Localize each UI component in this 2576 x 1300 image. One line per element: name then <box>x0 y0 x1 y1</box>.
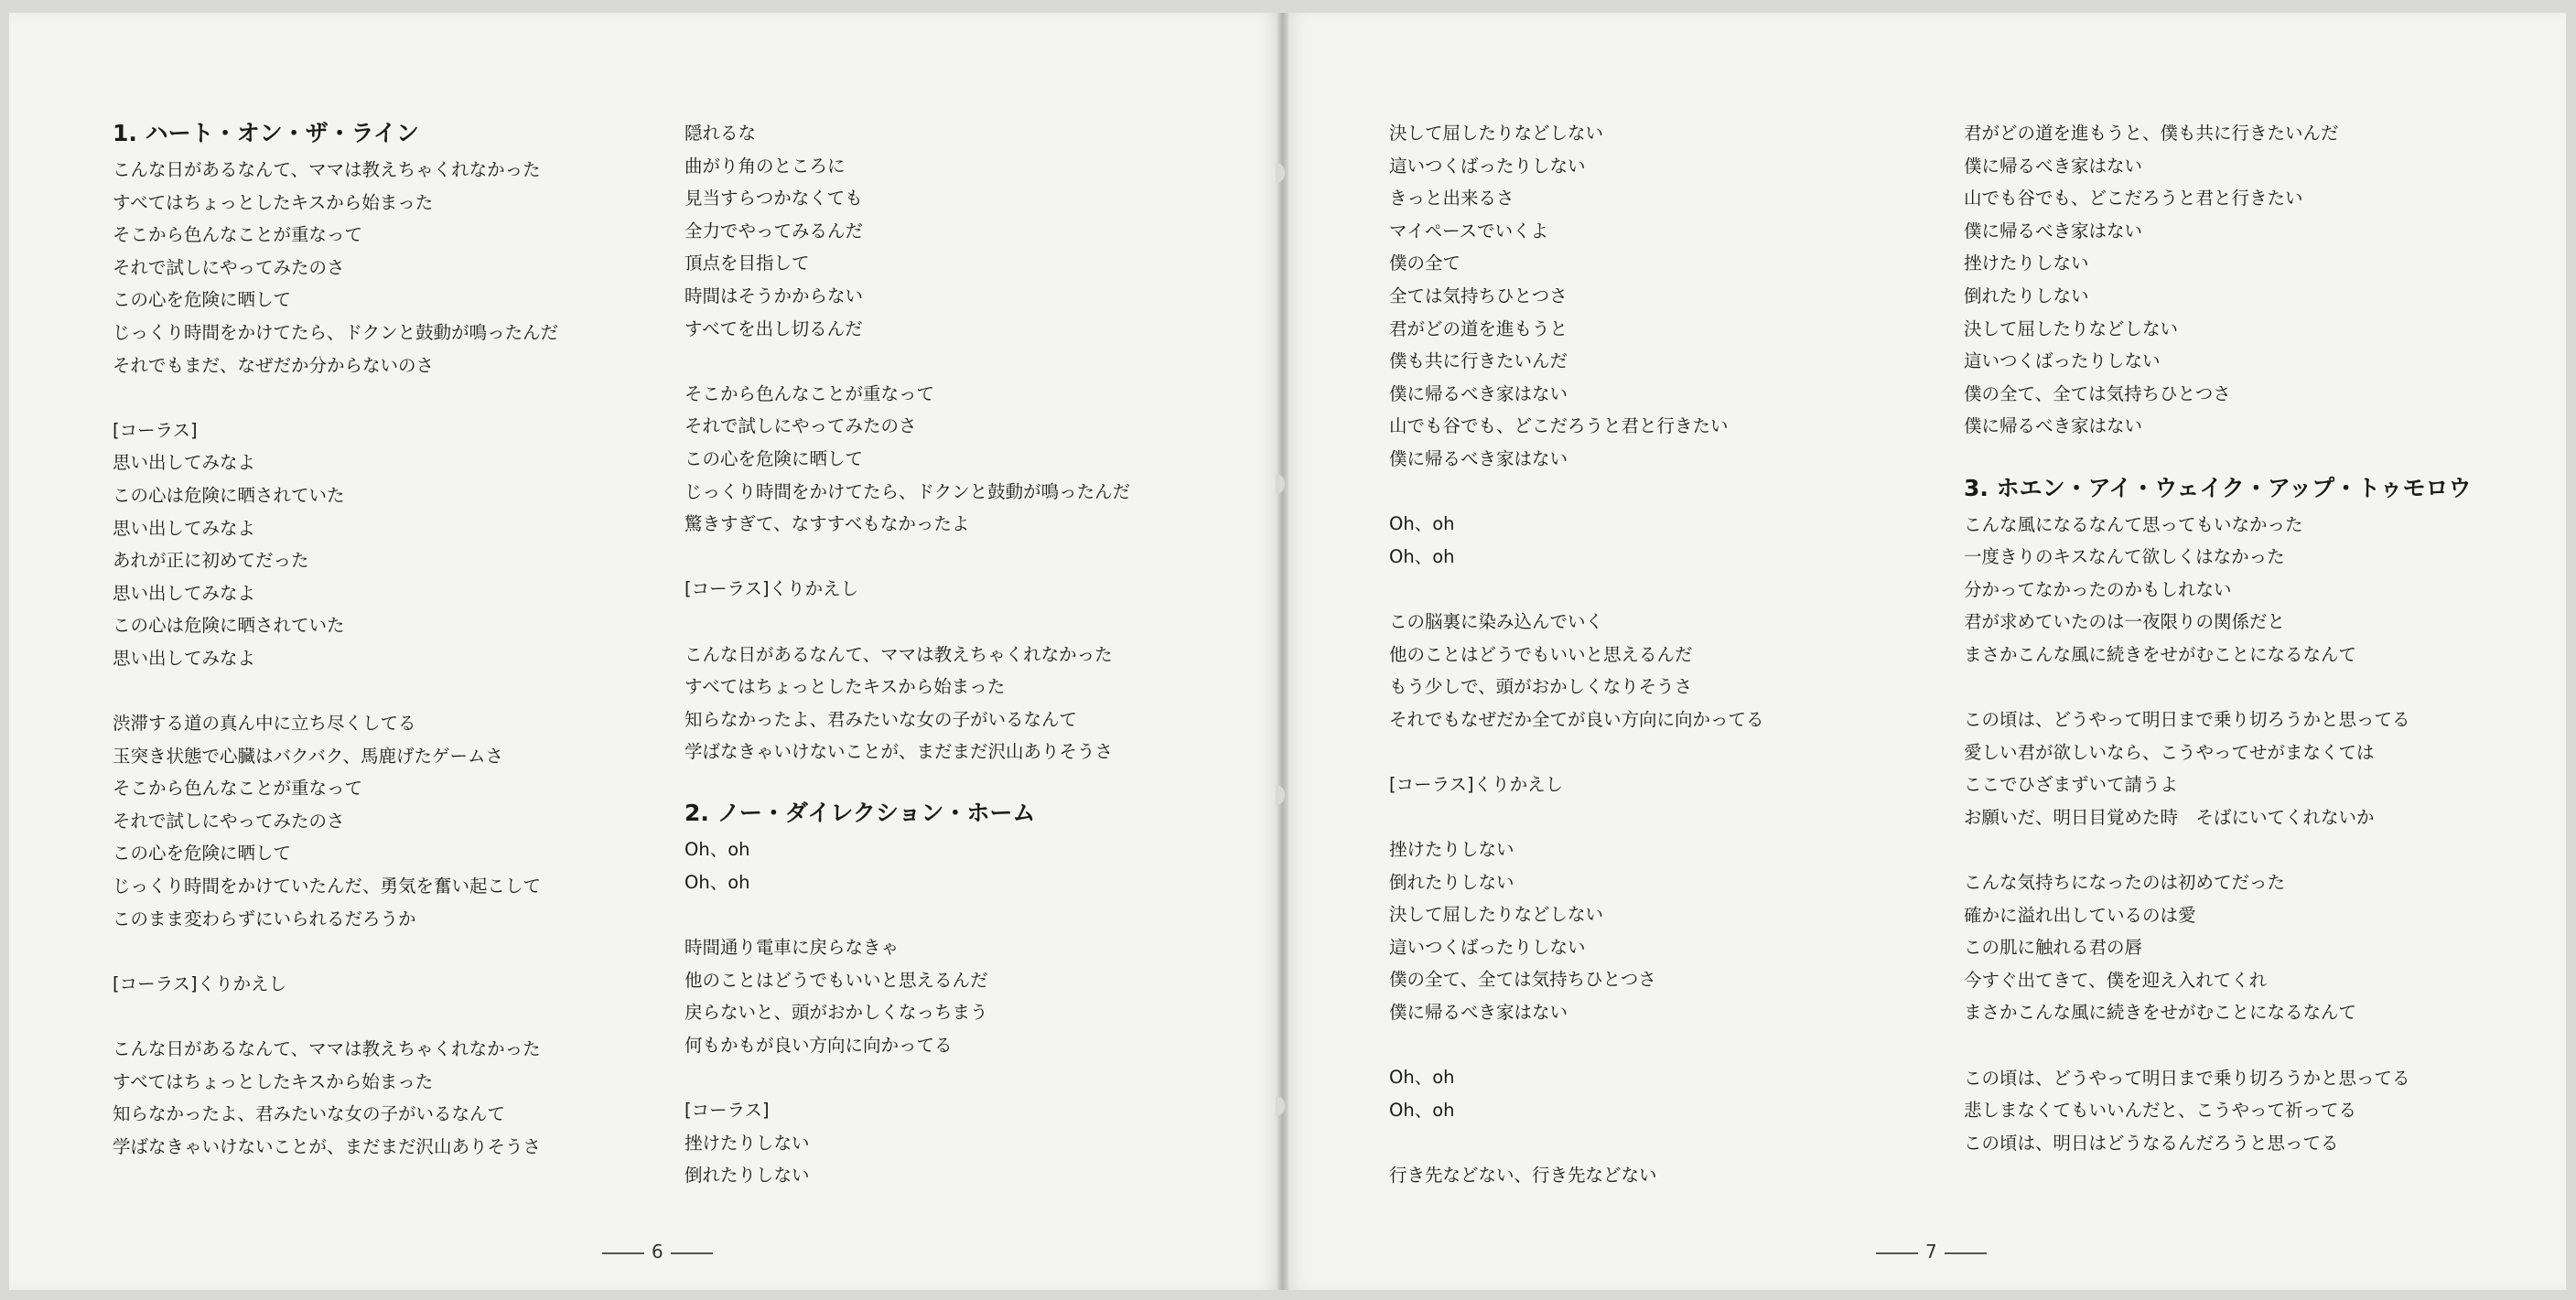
lyric-line: この肌に触れる君の唇 <box>1964 937 2143 959</box>
lyric-line: 君がどの道を進もうと、僕も共に行きたいんだ <box>1964 123 2339 144</box>
lyric-line: 知らなかったよ、君みたいな女の子がいるなんて <box>684 708 1078 730</box>
stanza-gap <box>1389 1126 1865 1159</box>
page-number-7: 7 <box>1869 1241 1994 1262</box>
lyric-line: 僕に帰るべき家はない <box>1389 382 1568 404</box>
lyric-line: 学ばなきゃいけないことが、まだまだ沢山ありそうさ <box>684 741 1114 763</box>
lyric-line: 挫けたりしない <box>684 1132 810 1154</box>
lyric-line: この心を危険に晒して <box>113 289 292 311</box>
lyric-line: 全力でやってみるんだ <box>684 220 864 242</box>
stanza-gap <box>1389 476 1865 509</box>
lyric-line: 隠れるな <box>684 123 757 144</box>
lyric-line: 悲しまなくてもいいんだと、こうやって祈ってる <box>1964 1100 2357 1122</box>
lyric-line: Oh、oh <box>1389 1099 1455 1121</box>
lyric-line: それで試しにやってみたのさ <box>113 256 345 278</box>
lyric-line: まさかこんな風に続きをせがむことになるなんて <box>1964 643 2357 665</box>
lyric-line: 僕の全て、全ては気持ちひとつさ <box>1389 969 1656 991</box>
lyric-line: この心を危険に晒して <box>684 447 864 469</box>
left-page <box>9 13 1283 1290</box>
stanza-gap <box>1964 833 2440 866</box>
lyric-line: [コーラス]くりかえし <box>1389 773 1564 795</box>
lyric-line: 君がどの道を進もうと <box>1389 317 1568 339</box>
lyric-line: こんな日があるなんて、ママは教えちゃくれなかった <box>113 159 541 180</box>
lyric-line: それでもまだ、なぜだか分からないのさ <box>113 354 435 376</box>
lyric-line: 時間はそうかからない <box>684 285 864 306</box>
lyric-line: そこから色んなことが重なって <box>684 382 935 404</box>
lyric-line: 僕の全て、全ては気持ちひとつさ <box>1964 382 2231 404</box>
lyric-line: 決して屈したりなどしない <box>1389 123 1604 144</box>
lyric-line: Oh、oh <box>684 839 750 861</box>
lyric-line: 決して屈したりなどしない <box>1964 317 2179 339</box>
stanza-gap <box>684 345 1160 378</box>
lyric-line: この頃は、明日はどうなるんだろうと思ってる <box>1964 1132 2339 1154</box>
lyric-line: すべてはちょっとしたキスから始まった <box>684 676 1006 698</box>
lyric-line: このまま変わらずにいられるだろうか <box>113 908 416 929</box>
lyric-line: じっくり時間をかけてたら、ドクンと鼓動が鳴ったんだ <box>113 321 559 343</box>
lyric-line: 知らなかったよ、君みたいな女の子がいるなんて <box>113 1103 506 1125</box>
stanza-gap <box>113 381 588 414</box>
lyric-line: すべてはちょっとしたキスから始まった <box>113 1070 434 1092</box>
lyric-line: 学ばなきゃいけないことが、まだまだ沢山ありそうさ <box>113 1135 542 1157</box>
lyric-line: 君が求めていたのは一夜限りの関係だと <box>1964 611 2286 633</box>
lyric-line: 驚きすぎて、なすすべもなかったよ <box>684 513 970 535</box>
lyric-line: 僕に帰るべき家はない <box>1964 155 2143 177</box>
lyric-line: 確かに溢れ出しているのは愛 <box>1964 904 2196 926</box>
lyric-line: 這いつくばったりしない <box>1389 936 1586 958</box>
lyric-line: 僕に帰るべき家はない <box>1389 1002 1568 1024</box>
song-title-2: 2. ノー・ダイレクション・ホーム <box>684 800 1036 827</box>
lyric-line: そこから色んなことが重なって <box>113 778 363 800</box>
lyric-line: 頂点を目指して <box>684 252 810 274</box>
lyric-line: すべてはちょっとしたキスから始まった <box>113 191 434 213</box>
lyric-line: 渋滞する道の真ん中に立ち尽くしてる <box>113 713 416 735</box>
page-number-6: 6 <box>595 1241 720 1262</box>
song-title-1: 1. ハート・オン・ザ・ライン <box>113 120 419 146</box>
lyric-line: 曲がり角のところに <box>684 155 846 177</box>
lyric-line: この心は危険に晒されていた <box>113 615 345 637</box>
lyric-line: 這いつくばったりしない <box>1964 350 2161 372</box>
stanza-gap <box>1964 671 2440 704</box>
lyric-line: Oh、oh <box>1389 1067 1455 1089</box>
lyric-line: 這いつくばったりしない <box>1389 155 1586 177</box>
lyric-line: [コーラス]くりかえし <box>113 972 287 994</box>
right-page <box>1283 13 2566 1290</box>
lyric-line: [コーラス]くりかえし <box>684 578 859 600</box>
lyric-line: すべてを出し切るんだ <box>684 317 863 339</box>
lyric-line: ここでひざまずいて請うよ <box>1964 774 2179 796</box>
right-page-column-2 <box>1964 117 2472 1159</box>
stanza-gap <box>684 1062 1160 1095</box>
lyric-line: それで試しにやってみたのさ <box>684 415 917 437</box>
lyric-line: それで試しにやってみたのさ <box>113 810 345 832</box>
lyric-line: 見当すらつかなくても <box>684 188 863 210</box>
stanza-gap <box>113 1000 588 1033</box>
lyric-line: この頃は、どうやって明日まで乗り切ろうかと思ってる <box>1964 709 2410 731</box>
stanza-gap <box>684 606 1160 639</box>
lyric-line: この頃は、どうやって明日まで乗り切ろうかと思ってる <box>1964 1067 2410 1089</box>
stanza-gap <box>1964 1029 2440 1062</box>
lyric-line: そこから色んなことが重なって <box>113 224 363 246</box>
stanza-gap <box>1389 1029 1865 1062</box>
lyric-line: 他のことはどうでもいいと思えるんだ <box>1389 643 1693 665</box>
lyric-line: この心を危険に晒して <box>113 843 292 865</box>
lyric-line: 一度きりのキスなんて欲しくはなかった <box>1964 546 2285 568</box>
lyric-line: こんな日があるなんて、ママは教えちゃくれなかった <box>113 1038 541 1060</box>
lyric-line: まさかこんな風に続きをせがむことになるなんて <box>1964 1002 2357 1024</box>
lyric-line: じっくり時間をかけてたら、ドクンと鼓動が鳴ったんだ <box>684 480 1131 502</box>
lyric-line: こんな日があるなんて、ママは教えちゃくれなかった <box>684 643 1113 665</box>
lyric-line: 行き先などない、行き先などない <box>1389 1165 1657 1186</box>
stanza-gap <box>684 899 1160 932</box>
lyric-line: 決して屈したりなどしない <box>1389 904 1604 926</box>
lyric-line: 挫けたりしない <box>1389 839 1514 861</box>
lyric-line: 思い出してみなよ <box>113 582 256 604</box>
lyric-line: 時間通り電車に戻らなきゃ <box>684 937 900 959</box>
lyric-line: 分かってなかったのかもしれない <box>1964 578 2232 600</box>
stanza-gap <box>1389 800 1865 833</box>
lyric-line: [コーラス] <box>113 419 198 441</box>
lyric-line: それでもなぜだか全てが良い方向に向かってる <box>1389 708 1764 730</box>
stanza-gap <box>113 675 588 708</box>
lyric-line: あれが正に初めてだった <box>113 550 309 572</box>
lyric-line: 山でも谷でも、どこだろうと君と行きたい <box>1964 188 2303 210</box>
lyric-line: マイペースでいくよ <box>1389 220 1549 242</box>
lyric-line: 玉突き状態で心臓はバクバク、馬鹿げたゲームさ <box>113 745 504 767</box>
stanza-gap <box>113 935 588 968</box>
song-title-3: 3. ホエン・アイ・ウェイク・アップ・トゥモロウ <box>1964 474 2472 501</box>
lyric-line: [コーラス] <box>684 1100 770 1122</box>
lyric-line: こんな気持ちになったのは初めてだった <box>1964 872 2286 894</box>
lyric-line: 愛しい君が欲しいなら、こうやってせがまなくては <box>1964 741 2375 763</box>
lyric-line: 僕の全て <box>1389 252 1461 274</box>
lyric-line: 僕に帰るべき家はない <box>1964 415 2143 437</box>
lyric-line: 今すぐ出てきて、僕を迎え入れてくれ <box>1964 969 2268 991</box>
lyric-line: 倒れたりしない <box>684 1165 810 1187</box>
lyric-line: もう少しで、頭がおかしくなりそうさ <box>1389 676 1693 698</box>
left-page-column-1 <box>113 121 588 1163</box>
lyric-line: 全ては気持ちひとつさ <box>1389 285 1568 306</box>
lyric-line: 戻らないと、頭がおかしくなっちまう <box>684 1002 988 1024</box>
stanza-gap <box>1389 573 1865 606</box>
stanza-gap <box>1389 736 1865 768</box>
lyric-line: お願いだ、明日目覚めた時 そばにいてくれないか <box>1964 806 2375 828</box>
lyric-line: 倒れたりしない <box>1964 285 2089 306</box>
lyric-line: Oh、oh <box>1389 513 1455 535</box>
lyric-line: 思い出してみなよ <box>113 452 256 474</box>
lyric-line: この心は危険に晒されていた <box>113 484 345 506</box>
lyric-line: Oh、oh <box>684 872 750 894</box>
right-page-column-1 <box>1389 117 1865 1192</box>
left-page-column-2 <box>684 117 1160 1192</box>
lyric-line: 他のことはどうでもいいと思えるんだ <box>684 969 988 991</box>
lyric-line: Oh、oh <box>1389 545 1455 567</box>
lyric-line: 思い出してみなよ <box>113 517 256 539</box>
lyric-line: 山でも谷でも、どこだろうと君と行きたい <box>1389 415 1729 437</box>
lyric-line: 何もかもが良い方向に向かってる <box>684 1035 953 1057</box>
lyric-line: この脳裏に染み込んでいく <box>1389 610 1604 632</box>
lyric-line: 思い出してみなよ <box>113 647 256 669</box>
lyric-line: じっくり時間をかけていたんだ、勇気を奮い起こして <box>113 876 542 897</box>
lyric-line: 僕も共に行きたいんだ <box>1389 350 1568 372</box>
stanza-gap <box>684 541 1160 574</box>
lyric-line: 僕に帰るべき家はない <box>1964 220 2143 242</box>
lyric-line: 倒れたりしない <box>1389 871 1514 893</box>
lyric-line: こんな風になるなんて思ってもいなかった <box>1964 513 2303 535</box>
lyric-line: 僕に帰るべき家はない <box>1389 447 1568 469</box>
lyric-line: 挫けたりしない <box>1964 252 2089 274</box>
lyric-line: きっと出来るさ <box>1389 188 1514 210</box>
